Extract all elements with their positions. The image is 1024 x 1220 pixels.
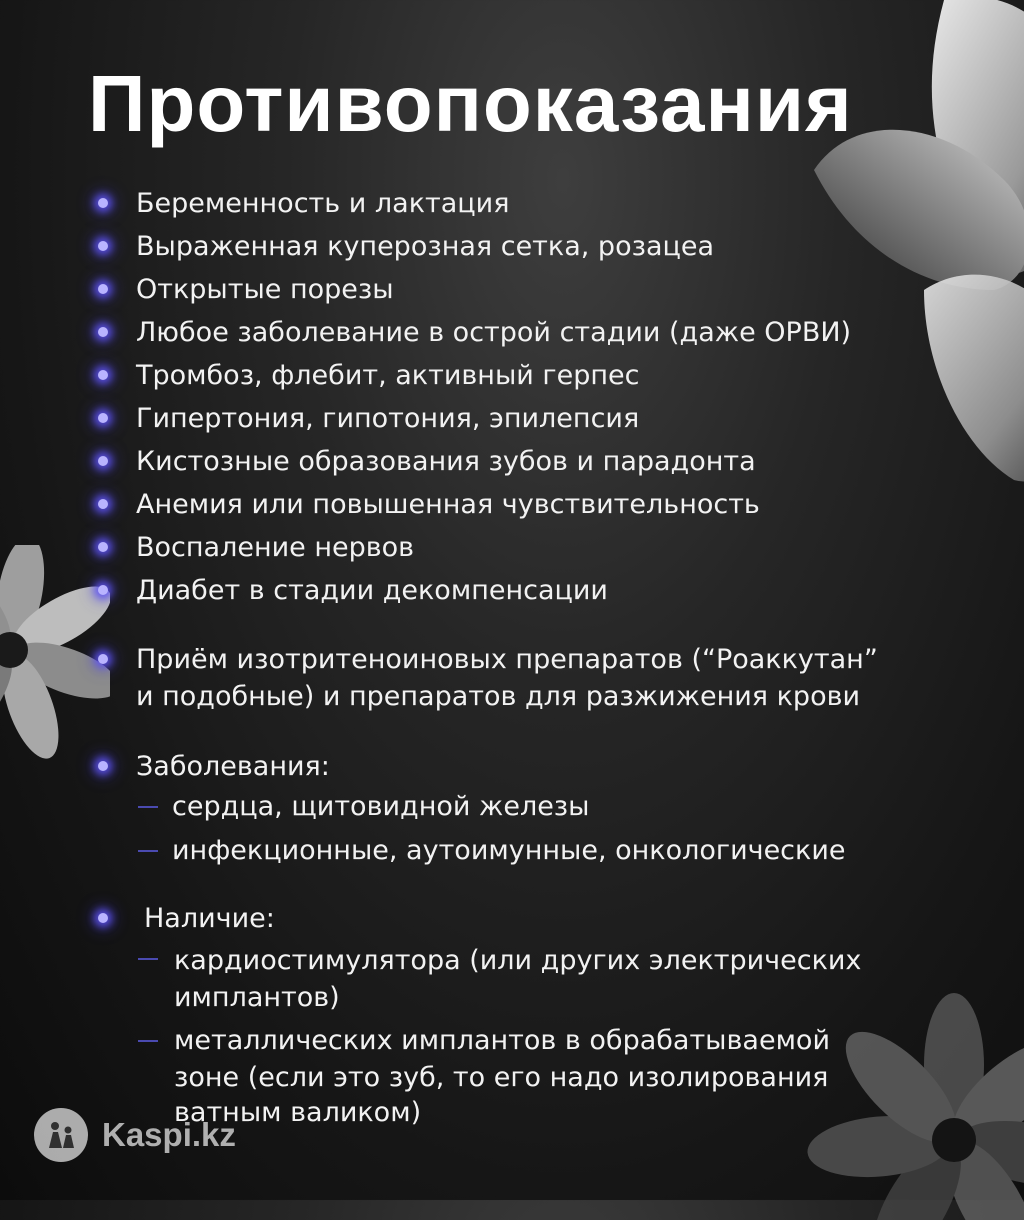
flower-icon [0, 545, 110, 775]
bullet-icon [98, 198, 108, 208]
bullet-icon [98, 761, 108, 771]
bullet-icon [98, 456, 108, 466]
bullet-icon [98, 241, 108, 251]
bullet-icon [98, 913, 108, 923]
watermark [34, 1108, 236, 1162]
kaspi-logo-icon [34, 1108, 88, 1162]
watermark-text: Kaspi.kz [102, 1116, 236, 1153]
bullet-icon [98, 654, 108, 664]
bullet-icon [98, 585, 108, 595]
sub-item: металлических имплантов в обрабатываемой [174, 1025, 831, 1056]
bullet-icon [98, 327, 108, 337]
sub-item-cont: ватным валиком) [174, 1097, 422, 1128]
page-title: Противопоказания [88, 59, 853, 148]
bullet-icon [98, 370, 108, 380]
flower-icon [804, 990, 1024, 1220]
sub-item: кардиостимулятора (или других электрических [174, 945, 862, 976]
sub-item-cont: имплантов) [174, 982, 340, 1013]
sub-item: сердца, щитовидной железы [172, 791, 590, 822]
dash-icon [138, 850, 158, 852]
sub-item-cont: зоне (если это зуб, то его надо изолирования [174, 1062, 829, 1093]
dash-icon [138, 1040, 158, 1042]
bullet-icon [98, 499, 108, 509]
bullet-icon [98, 284, 108, 294]
dash-icon [138, 806, 158, 808]
bullet-icon [98, 542, 108, 552]
bullet-icon [98, 413, 108, 423]
sub-item: инфекционные, аутоимунные, онкологические [172, 835, 846, 866]
dash-icon [138, 958, 158, 960]
